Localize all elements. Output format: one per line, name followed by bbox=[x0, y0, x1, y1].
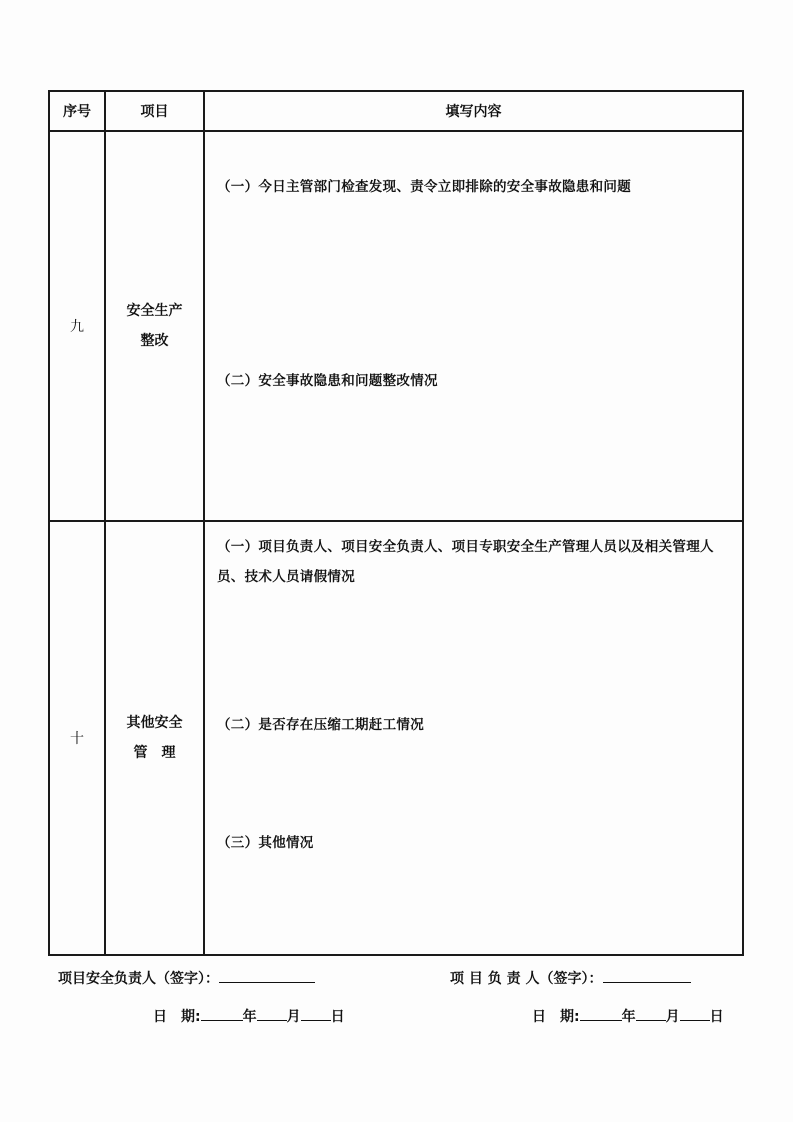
year-label: 年 bbox=[242, 1009, 257, 1025]
right-date bbox=[532, 1006, 724, 1026]
row-item bbox=[105, 521, 204, 955]
year-label: 年 bbox=[621, 1009, 636, 1025]
left-day-field[interactable] bbox=[301, 1006, 331, 1021]
row-item-line: 其他安全 bbox=[126, 715, 183, 731]
right-month-field[interactable] bbox=[636, 1006, 666, 1021]
month-label: 月 bbox=[286, 1009, 301, 1025]
header-row bbox=[49, 91, 743, 131]
header-col-item: 项目 bbox=[105, 91, 204, 131]
row-item-line: 安全生产 bbox=[126, 303, 183, 319]
right-year-field[interactable] bbox=[580, 1006, 622, 1021]
left-sign-label: 项目安全负责人（签字）： bbox=[58, 971, 219, 987]
content-subsection: （一）今日主管部门检查发现、责令立即排除的安全事故隐患和问题 bbox=[217, 179, 631, 195]
content-subsection: （二）安全事故隐患和问题整改情况 bbox=[217, 373, 438, 389]
form-table bbox=[48, 90, 744, 956]
content-cell[interactable] bbox=[204, 131, 743, 521]
date-label: 日 期: bbox=[532, 1009, 580, 1025]
right-day-field[interactable] bbox=[680, 1006, 710, 1021]
content-subsection: （一）项目负责人、项目安全负责人、项目专职安全生产管理人员以及相关管理人员、技术人员请假情况 bbox=[217, 539, 714, 585]
row-item-line: 整改 bbox=[140, 333, 169, 349]
day-label: 日 bbox=[709, 1009, 724, 1025]
left-month-field[interactable] bbox=[257, 1006, 287, 1021]
row-number: 九 bbox=[49, 131, 105, 521]
date-label: 日 期: bbox=[153, 1009, 201, 1025]
left-date bbox=[153, 1006, 345, 1026]
row-item-line: 管 理 bbox=[133, 745, 176, 761]
left-year-field[interactable] bbox=[201, 1006, 243, 1021]
header-col-content: 填写内容 bbox=[204, 91, 743, 131]
month-label: 月 bbox=[665, 1009, 680, 1025]
right-sign-label: 项 目 负 责 人（签字）： bbox=[450, 971, 603, 987]
left-signature bbox=[58, 968, 315, 988]
table-row bbox=[49, 521, 743, 955]
content-subsection: （二）是否存在压缩工期赶工情况 bbox=[217, 717, 424, 733]
header-col-no: 序号 bbox=[49, 91, 105, 131]
row-number: 十 bbox=[49, 521, 105, 955]
right-signature-field[interactable] bbox=[603, 968, 691, 983]
content-cell[interactable] bbox=[204, 521, 743, 955]
left-signature-field[interactable] bbox=[219, 968, 315, 983]
content-subsection: （三）其他情况 bbox=[217, 835, 314, 851]
row-item bbox=[105, 131, 204, 521]
day-label: 日 bbox=[330, 1009, 345, 1025]
table-row bbox=[49, 131, 743, 521]
right-signature bbox=[450, 968, 691, 988]
